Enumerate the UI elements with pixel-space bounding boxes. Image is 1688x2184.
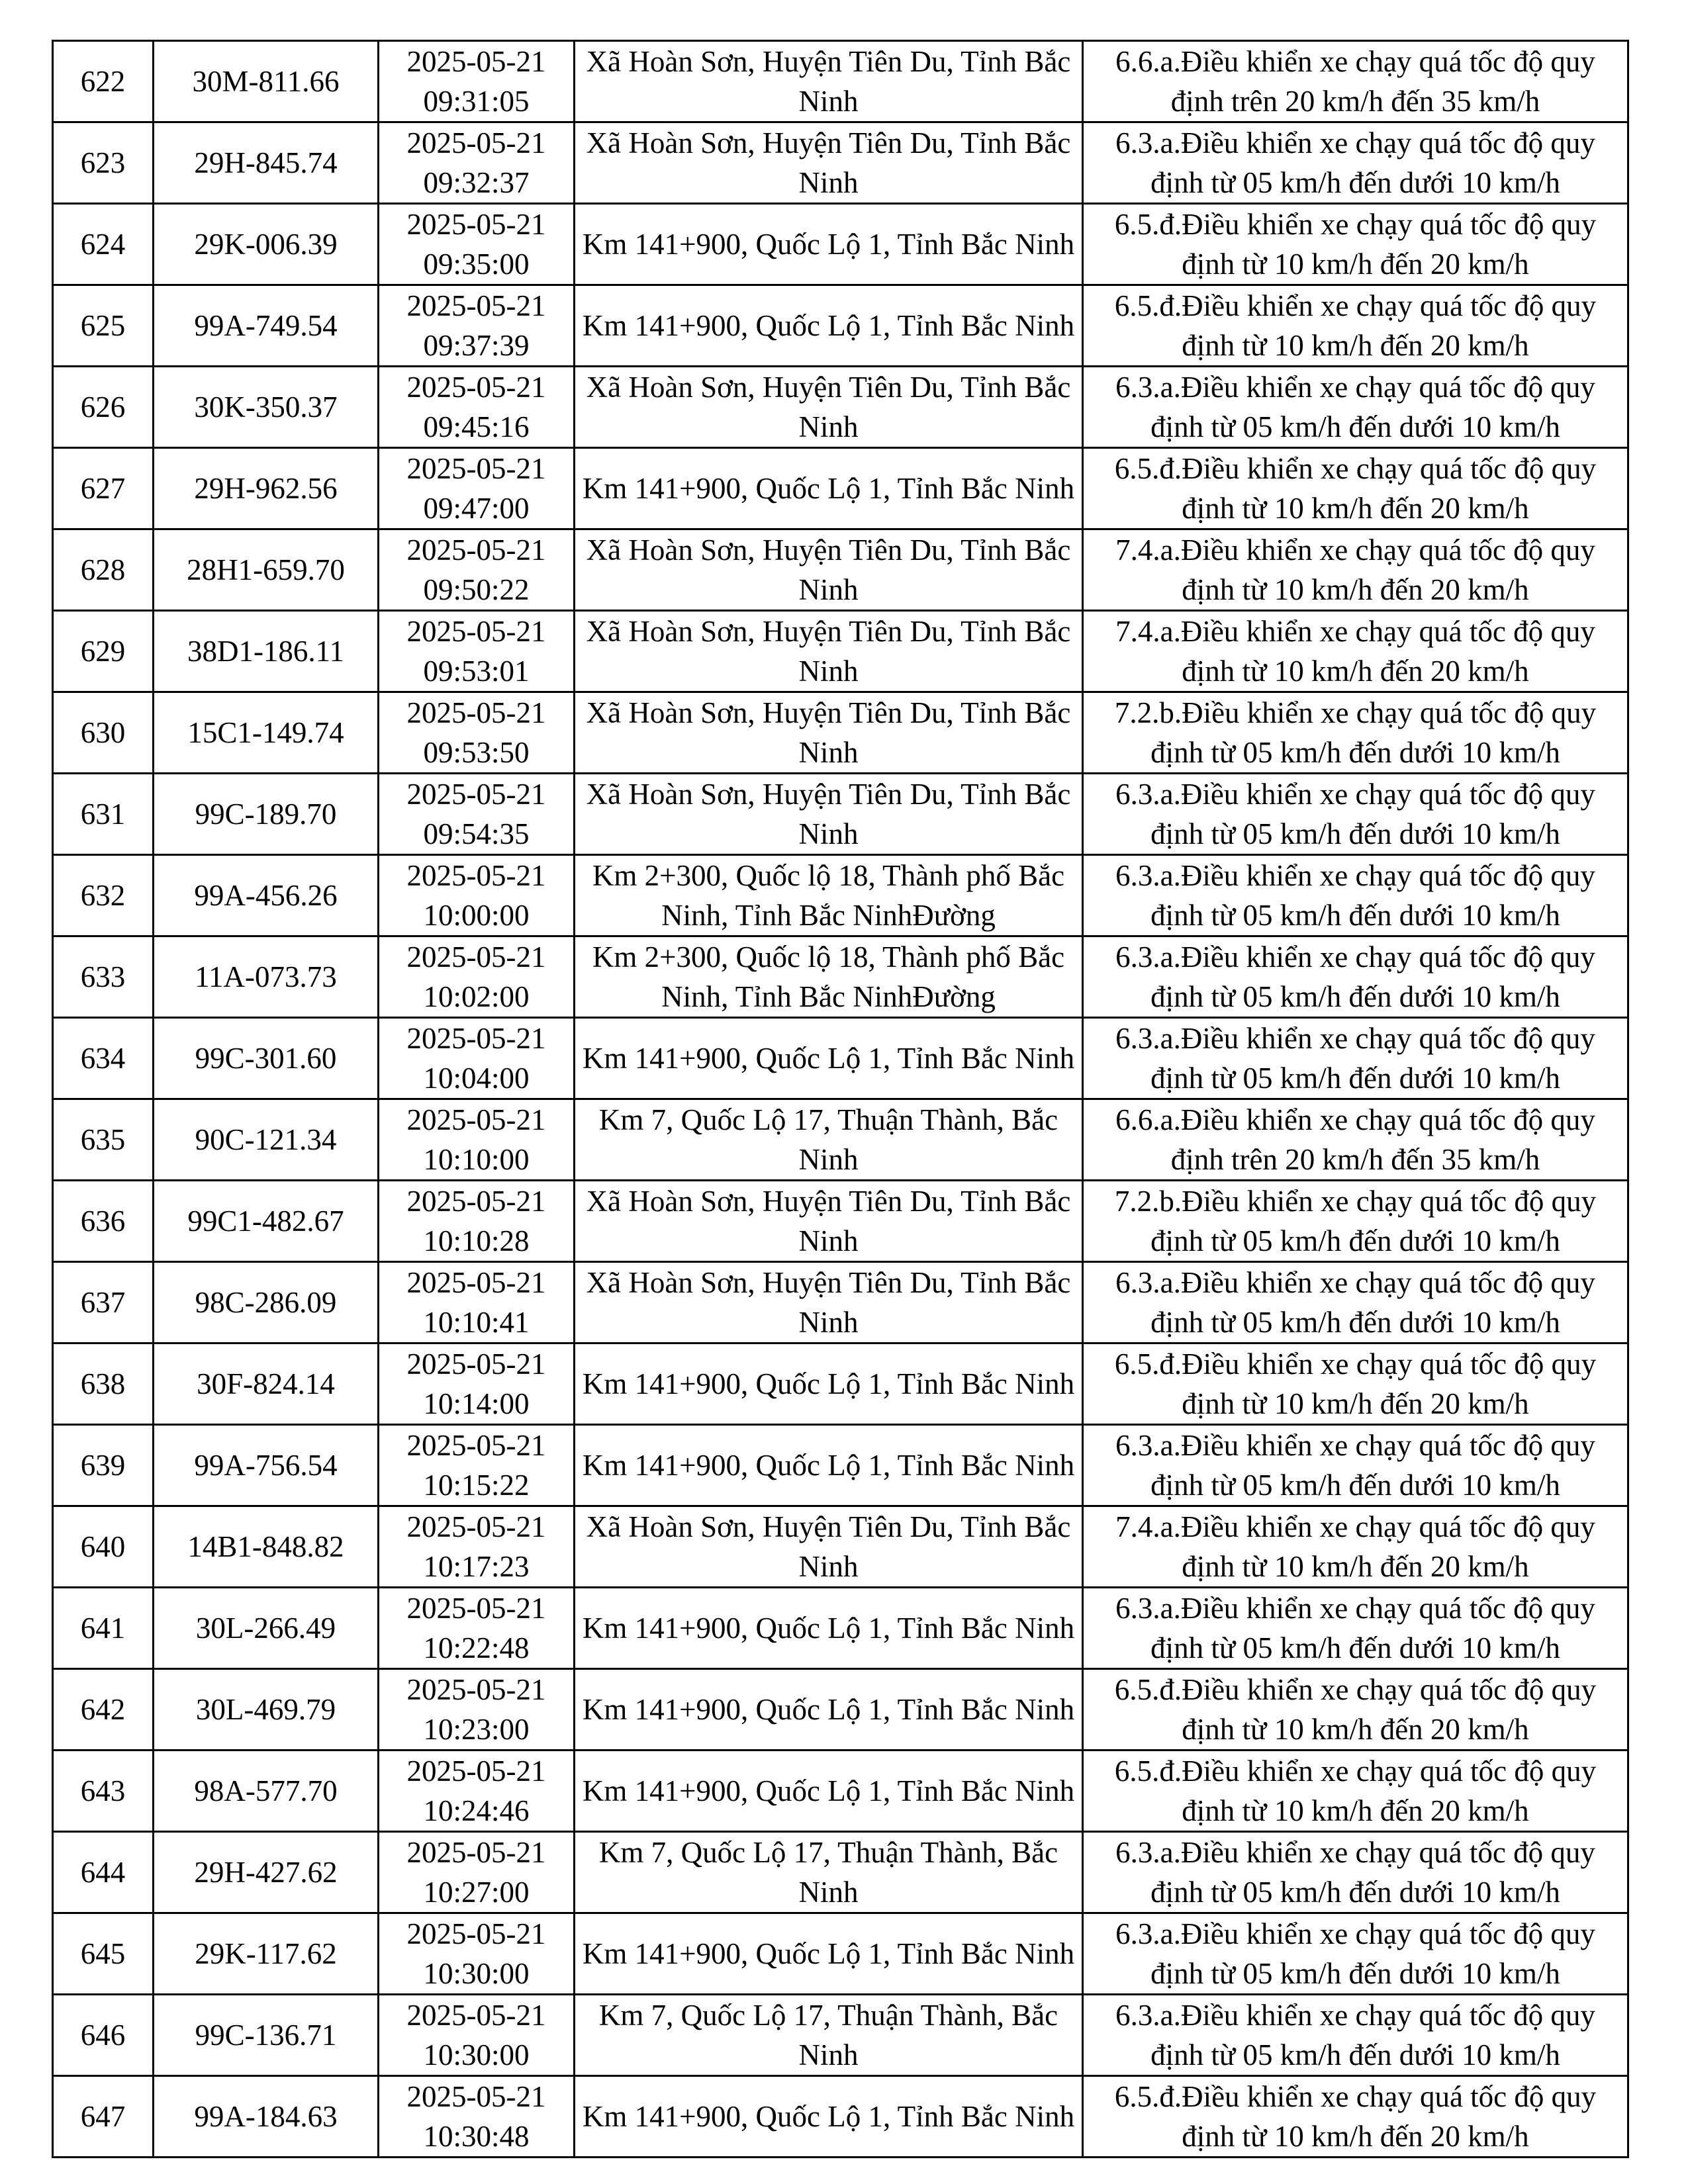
table-row — [53, 774, 1628, 855]
table-row — [53, 448, 1628, 529]
violation-datetime — [379, 611, 575, 692]
table-row — [53, 692, 1628, 774]
violation-location: Km 141+900, Quốc Lộ 1, Tỉnh Bắc Ninh — [575, 1669, 1083, 1751]
table-row — [53, 936, 1628, 1018]
violation-date: 2025-05-21 — [406, 1510, 546, 1543]
row-number: 637 — [53, 1262, 154, 1343]
violation-datetime — [379, 1262, 575, 1343]
violation-date: 2025-05-21 — [406, 1836, 546, 1869]
violation-time: 10:00:00 — [423, 899, 530, 932]
violation-datetime — [379, 1018, 575, 1099]
license-plate: 30L-266.49 — [154, 1588, 379, 1669]
violation-description: 6.3.a.Điều khiển xe chạy quá tốc độ quy định từ 05 km/h đến dưới 10 km/h — [1083, 1913, 1628, 1995]
violation-time: 10:30:00 — [423, 1957, 530, 1990]
violation-datetime — [379, 855, 575, 936]
violation-description: 6.5.đ.Điều khiển xe chạy quá tốc độ quy định từ 10 km/h đến 20 km/h — [1083, 1343, 1628, 1425]
violation-location: Km 141+900, Quốc Lộ 1, Tỉnh Bắc Ninh — [575, 448, 1083, 529]
violation-description: 6.6.a.Điều khiển xe chạy quá tốc độ quy định trên 20 km/h đến 35 km/h — [1083, 1099, 1628, 1181]
row-number: 641 — [53, 1588, 154, 1669]
table-row — [53, 1995, 1628, 2076]
violation-location: Km 141+900, Quốc Lộ 1, Tỉnh Bắc Ninh — [575, 2076, 1083, 2158]
violation-date: 2025-05-21 — [406, 1917, 546, 1950]
table-row — [53, 2076, 1628, 2158]
violation-description: 7.2.b.Điều khiển xe chạy quá tốc độ quy định từ 05 km/h đến dưới 10 km/h — [1083, 692, 1628, 774]
violation-description: 6.5.đ.Điều khiển xe chạy quá tốc độ quy định từ 10 km/h đến 20 km/h — [1083, 1669, 1628, 1751]
violation-description: 6.3.a.Điều khiển xe chạy quá tốc độ quy định từ 05 km/h đến dưới 10 km/h — [1083, 1018, 1628, 1099]
violation-datetime — [379, 1995, 575, 2076]
violation-description: 7.4.a.Điều khiển xe chạy quá tốc độ quy định từ 10 km/h đến 20 km/h — [1083, 611, 1628, 692]
license-plate: 30K-350.37 — [154, 367, 379, 448]
violation-date: 2025-05-21 — [406, 1754, 546, 1788]
row-number: 632 — [53, 855, 154, 936]
violation-description: 6.5.đ.Điều khiển xe chạy quá tốc độ quy định từ 10 km/h đến 20 km/h — [1083, 1751, 1628, 1832]
violation-datetime — [379, 1669, 575, 1751]
violation-description: 6.5.đ.Điều khiển xe chạy quá tốc độ quy định từ 10 km/h đến 20 km/h — [1083, 448, 1628, 529]
violation-date: 2025-05-21 — [406, 1592, 546, 1625]
row-number: 624 — [53, 204, 154, 285]
violation-date: 2025-05-21 — [406, 208, 546, 241]
violation-location: Km 7, Quốc Lộ 17, Thuận Thành, Bắc Ninh — [575, 1995, 1083, 2076]
violation-location: Xã Hoàn Sơn, Huyện Tiên Du, Tỉnh Bắc Ninh — [575, 529, 1083, 611]
violation-date: 2025-05-21 — [406, 1103, 546, 1136]
violation-time: 10:10:28 — [423, 1224, 530, 1257]
table-row — [53, 1832, 1628, 1913]
violation-time: 10:15:22 — [423, 1469, 530, 1502]
violation-datetime — [379, 692, 575, 774]
violation-description: 7.2.b.Điều khiển xe chạy quá tốc độ quy định từ 05 km/h đến dưới 10 km/h — [1083, 1181, 1628, 1262]
violation-datetime — [379, 1099, 575, 1181]
violation-location: Xã Hoàn Sơn, Huyện Tiên Du, Tỉnh Bắc Ninh — [575, 1181, 1083, 1262]
violation-time: 09:47:00 — [423, 492, 530, 525]
violation-location: Km 141+900, Quốc Lộ 1, Tỉnh Bắc Ninh — [575, 204, 1083, 285]
violation-time: 10:30:48 — [423, 2120, 530, 2153]
table-row — [53, 1262, 1628, 1343]
violation-time: 09:32:37 — [423, 166, 530, 199]
violation-datetime — [379, 936, 575, 1018]
license-plate: 29H-427.62 — [154, 1832, 379, 1913]
violation-datetime — [379, 2076, 575, 2158]
violation-description: 6.3.a.Điều khiển xe chạy quá tốc độ quy định từ 05 km/h đến dưới 10 km/h — [1083, 367, 1628, 448]
license-plate: 29K-117.62 — [154, 1913, 379, 1995]
violation-datetime — [379, 1425, 575, 1506]
violation-date: 2025-05-21 — [406, 1185, 546, 1218]
license-plate: 99C-136.71 — [154, 1995, 379, 2076]
row-number: 628 — [53, 529, 154, 611]
violation-description: 7.4.a.Điều khiển xe chạy quá tốc độ quy định từ 10 km/h đến 20 km/h — [1083, 529, 1628, 611]
violation-time: 09:45:16 — [423, 410, 530, 443]
violation-datetime — [379, 1506, 575, 1588]
violation-description: 6.3.a.Điều khiển xe chạy quá tốc độ quy định từ 05 km/h đến dưới 10 km/h — [1083, 1425, 1628, 1506]
license-plate: 29H-845.74 — [154, 122, 379, 204]
violation-date: 2025-05-21 — [406, 1673, 546, 1706]
violation-location: Km 7, Quốc Lộ 17, Thuận Thành, Bắc Ninh — [575, 1832, 1083, 1913]
violation-time: 10:24:46 — [423, 1794, 530, 1827]
document-page — [52, 40, 1627, 2158]
license-plate: 15C1-149.74 — [154, 692, 379, 774]
violation-time: 09:53:01 — [423, 655, 530, 688]
table-row — [53, 855, 1628, 936]
violation-time: 10:30:00 — [423, 2038, 530, 2071]
table-row — [53, 1425, 1628, 1506]
violation-date: 2025-05-21 — [406, 1999, 546, 2032]
table-row — [53, 529, 1628, 611]
violation-time: 09:31:05 — [423, 85, 530, 118]
row-number: 622 — [53, 41, 154, 122]
violation-location: Km 7, Quốc Lộ 17, Thuận Thành, Bắc Ninh — [575, 1099, 1083, 1181]
row-number: 625 — [53, 285, 154, 367]
violations-table — [52, 40, 1629, 2158]
violation-time: 10:02:00 — [423, 980, 530, 1013]
table-row — [53, 41, 1628, 122]
violation-time: 10:10:00 — [423, 1143, 530, 1176]
violation-time: 10:04:00 — [423, 1062, 530, 1095]
violation-location: Km 2+300, Quốc lộ 18, Thành phố Bắc Ninh, Tỉnh Bắc NinhĐường — [575, 936, 1083, 1018]
violation-time: 10:27:00 — [423, 1876, 530, 1909]
violation-location: Xã Hoàn Sơn, Huyện Tiên Du, Tỉnh Bắc Ninh — [575, 1262, 1083, 1343]
license-plate: 29H-962.56 — [154, 448, 379, 529]
violation-datetime — [379, 204, 575, 285]
license-plate: 90C-121.34 — [154, 1099, 379, 1181]
license-plate: 30F-824.14 — [154, 1343, 379, 1425]
violation-datetime — [379, 285, 575, 367]
violation-date: 2025-05-21 — [406, 452, 546, 485]
violation-time: 10:22:48 — [423, 1631, 530, 1664]
license-plate: 99A-749.54 — [154, 285, 379, 367]
license-plate: 99C-301.60 — [154, 1018, 379, 1099]
violation-datetime — [379, 1913, 575, 1995]
violation-time: 09:50:22 — [423, 573, 530, 606]
license-plate: 99A-756.54 — [154, 1425, 379, 1506]
violation-description: 6.3.a.Điều khiển xe chạy quá tốc độ quy định từ 05 km/h đến dưới 10 km/h — [1083, 1588, 1628, 1669]
license-plate: 11A-073.73 — [154, 936, 379, 1018]
table-row — [53, 122, 1628, 204]
violation-location: Km 141+900, Quốc Lộ 1, Tỉnh Bắc Ninh — [575, 1751, 1083, 1832]
table-row — [53, 1913, 1628, 1995]
violation-date: 2025-05-21 — [406, 1266, 546, 1299]
violation-date: 2025-05-21 — [406, 940, 546, 974]
row-number: 638 — [53, 1343, 154, 1425]
violation-date: 2025-05-21 — [406, 126, 546, 159]
violation-date: 2025-05-21 — [406, 1429, 546, 1462]
row-number: 634 — [53, 1018, 154, 1099]
violation-description: 6.5.đ.Điều khiển xe chạy quá tốc độ quy định từ 10 km/h đến 20 km/h — [1083, 285, 1628, 367]
license-plate: 14B1-848.82 — [154, 1506, 379, 1588]
table-row — [53, 1181, 1628, 1262]
violation-time: 09:35:00 — [423, 248, 530, 281]
violation-location: Km 141+900, Quốc Lộ 1, Tỉnh Bắc Ninh — [575, 1018, 1083, 1099]
row-number: 623 — [53, 122, 154, 204]
table-row — [53, 285, 1628, 367]
violation-date: 2025-05-21 — [406, 778, 546, 811]
violation-time: 09:53:50 — [423, 736, 530, 769]
table-row — [53, 611, 1628, 692]
violation-datetime — [379, 1751, 575, 1832]
violation-description: 6.5.đ.Điều khiển xe chạy quá tốc độ quy định từ 10 km/h đến 20 km/h — [1083, 204, 1628, 285]
violation-time: 10:14:00 — [423, 1387, 530, 1420]
violation-date: 2025-05-21 — [406, 289, 546, 322]
violation-time: 10:23:00 — [423, 1713, 530, 1746]
table-row — [53, 1343, 1628, 1425]
violation-time: 10:10:41 — [423, 1306, 530, 1339]
violation-date: 2025-05-21 — [406, 371, 546, 404]
row-number: 633 — [53, 936, 154, 1018]
row-number: 631 — [53, 774, 154, 855]
violation-description: 6.3.a.Điều khiển xe chạy quá tốc độ quy định từ 05 km/h đến dưới 10 km/h — [1083, 122, 1628, 204]
violation-location: Km 141+900, Quốc Lộ 1, Tỉnh Bắc Ninh — [575, 1343, 1083, 1425]
license-plate: 99C-189.70 — [154, 774, 379, 855]
table-row — [53, 1099, 1628, 1181]
table-row — [53, 1751, 1628, 1832]
violation-description: 6.3.a.Điều khiển xe chạy quá tốc độ quy định từ 05 km/h đến dưới 10 km/h — [1083, 855, 1628, 936]
table-row — [53, 367, 1628, 448]
row-number: 635 — [53, 1099, 154, 1181]
violation-datetime — [379, 529, 575, 611]
license-plate: 98C-286.09 — [154, 1262, 379, 1343]
license-plate: 29K-006.39 — [154, 204, 379, 285]
table-row — [53, 1506, 1628, 1588]
violation-date: 2025-05-21 — [406, 1347, 546, 1381]
table-body — [53, 41, 1628, 2158]
violation-datetime — [379, 1181, 575, 1262]
row-number: 629 — [53, 611, 154, 692]
violation-location: Xã Hoàn Sơn, Huyện Tiên Du, Tỉnh Bắc Ninh — [575, 367, 1083, 448]
row-number: 627 — [53, 448, 154, 529]
violation-date: 2025-05-21 — [406, 45, 546, 78]
row-number: 643 — [53, 1751, 154, 1832]
violation-datetime — [379, 448, 575, 529]
row-number: 639 — [53, 1425, 154, 1506]
violation-date: 2025-05-21 — [406, 615, 546, 648]
violation-description: 6.3.a.Điều khiển xe chạy quá tốc độ quy định từ 05 km/h đến dưới 10 km/h — [1083, 1832, 1628, 1913]
table-row — [53, 1018, 1628, 1099]
license-plate: 28H1-659.70 — [154, 529, 379, 611]
table-row — [53, 204, 1628, 285]
violation-description: 6.5.đ.Điều khiển xe chạy quá tốc độ quy định từ 10 km/h đến 20 km/h — [1083, 2076, 1628, 2158]
row-number: 645 — [53, 1913, 154, 1995]
violation-time: 09:54:35 — [423, 817, 530, 850]
row-number: 640 — [53, 1506, 154, 1588]
violation-date: 2025-05-21 — [406, 533, 546, 567]
violation-datetime — [379, 1588, 575, 1669]
violation-datetime — [379, 1832, 575, 1913]
violation-location: Km 141+900, Quốc Lộ 1, Tỉnh Bắc Ninh — [575, 1425, 1083, 1506]
violation-datetime — [379, 774, 575, 855]
row-number: 644 — [53, 1832, 154, 1913]
row-number: 642 — [53, 1669, 154, 1751]
violation-description: 6.3.a.Điều khiển xe chạy quá tốc độ quy định từ 05 km/h đến dưới 10 km/h — [1083, 1262, 1628, 1343]
violation-description: 6.6.a.Điều khiển xe chạy quá tốc độ quy định trên 20 km/h đến 35 km/h — [1083, 41, 1628, 122]
violation-location: Xã Hoàn Sơn, Huyện Tiên Du, Tỉnh Bắc Ninh — [575, 1506, 1083, 1588]
row-number: 626 — [53, 367, 154, 448]
row-number: 630 — [53, 692, 154, 774]
license-plate: 98A-577.70 — [154, 1751, 379, 1832]
license-plate: 30L-469.79 — [154, 1669, 379, 1751]
violation-date: 2025-05-21 — [406, 2080, 546, 2113]
violation-location: Xã Hoàn Sơn, Huyện Tiên Du, Tỉnh Bắc Ninh — [575, 774, 1083, 855]
violation-description: 7.4.a.Điều khiển xe chạy quá tốc độ quy định từ 10 km/h đến 20 km/h — [1083, 1506, 1628, 1588]
violation-datetime — [379, 1343, 575, 1425]
license-plate: 99A-456.26 — [154, 855, 379, 936]
violation-date: 2025-05-21 — [406, 859, 546, 892]
license-plate: 30M-811.66 — [154, 41, 379, 122]
violation-location: Km 141+900, Quốc Lộ 1, Tỉnh Bắc Ninh — [575, 1588, 1083, 1669]
license-plate: 38D1-186.11 — [154, 611, 379, 692]
table-row — [53, 1669, 1628, 1751]
table-row — [53, 1588, 1628, 1669]
license-plate: 99C1-482.67 — [154, 1181, 379, 1262]
violation-location: Xã Hoàn Sơn, Huyện Tiên Du, Tỉnh Bắc Ninh — [575, 692, 1083, 774]
violation-location: Km 2+300, Quốc lộ 18, Thành phố Bắc Ninh, Tỉnh Bắc NinhĐường — [575, 855, 1083, 936]
license-plate: 99A-184.63 — [154, 2076, 379, 2158]
violation-date: 2025-05-21 — [406, 696, 546, 729]
violation-location: Xã Hoàn Sơn, Huyện Tiên Du, Tỉnh Bắc Ninh — [575, 122, 1083, 204]
violation-location: Km 141+900, Quốc Lộ 1, Tỉnh Bắc Ninh — [575, 1913, 1083, 1995]
violation-location: Km 141+900, Quốc Lộ 1, Tỉnh Bắc Ninh — [575, 285, 1083, 367]
row-number: 646 — [53, 1995, 154, 2076]
violation-description: 6.3.a.Điều khiển xe chạy quá tốc độ quy định từ 05 km/h đến dưới 10 km/h — [1083, 1995, 1628, 2076]
violation-description: 6.3.a.Điều khiển xe chạy quá tốc độ quy định từ 05 km/h đến dưới 10 km/h — [1083, 936, 1628, 1018]
violation-location: Xã Hoàn Sơn, Huyện Tiên Du, Tỉnh Bắc Ninh — [575, 41, 1083, 122]
violation-datetime — [379, 367, 575, 448]
row-number: 636 — [53, 1181, 154, 1262]
violation-time: 09:37:39 — [423, 329, 530, 362]
violation-date: 2025-05-21 — [406, 1022, 546, 1055]
violation-time: 10:17:23 — [423, 1550, 530, 1583]
row-number: 647 — [53, 2076, 154, 2158]
violation-location: Xã Hoàn Sơn, Huyện Tiên Du, Tỉnh Bắc Ninh — [575, 611, 1083, 692]
violation-datetime — [379, 122, 575, 204]
violation-datetime — [379, 41, 575, 122]
violation-description: 6.3.a.Điều khiển xe chạy quá tốc độ quy định từ 05 km/h đến dưới 10 km/h — [1083, 774, 1628, 855]
